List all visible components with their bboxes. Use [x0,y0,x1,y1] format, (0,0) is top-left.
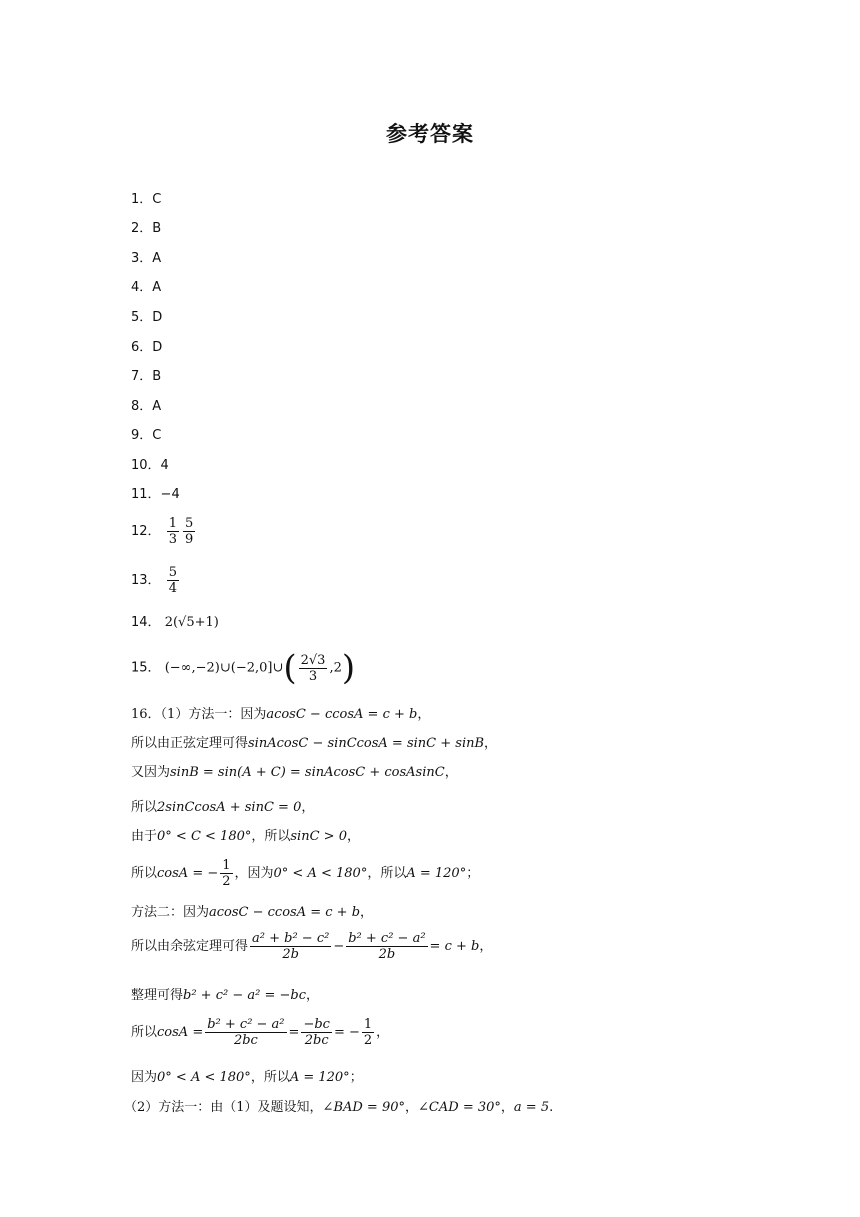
solution-line-1 [131,706,430,724]
solution-line-9 [131,987,319,1005]
solution-text: 所以 [131,800,158,815]
math-expression: ∠CAD = 30° [418,1100,501,1115]
fraction [250,931,331,962]
answer-item-6 [131,340,162,356]
solution-text: 所以由正弦定理可得 [131,736,249,751]
math-operator: = [288,1025,300,1040]
fraction-denominator: 3 [308,668,318,684]
answer-number: 13． [131,573,161,588]
answer-item-10 [131,458,169,474]
fraction-denominator: 2 [222,874,231,889]
answer-value: D [152,310,163,325]
solution-text: 因为 [131,1070,158,1085]
answer-number: 16． [131,707,161,722]
answer-item-3 [131,251,161,267]
math-text: ,2 [329,660,342,676]
math-expression: acosC − ccosA = c + b [209,905,361,920]
solution-text: 整理可得 [131,988,184,1003]
punctuation: ， [376,1025,390,1040]
solution-line-11 [131,1069,363,1087]
answer-item-12 [131,516,197,547]
answer-item-5 [131,310,162,326]
solution-text: （1）方法一：因为 [160,707,267,722]
punctuation: ； [466,866,480,881]
fraction-numerator: b² + c² − a² [348,931,426,946]
fraction-denominator: 2bc [233,1033,258,1048]
math-expression: ∠BAD = 90° [322,1100,406,1115]
solution-text: 所以 [131,866,158,881]
fraction-denominator: 2b [378,947,396,962]
math-expression: cosA = − [157,866,219,881]
fraction [220,858,232,889]
answer-number: 5． [131,310,153,325]
solution-text: ，所以 [251,829,291,844]
fraction-denominator: 2b [282,947,299,962]
fraction [205,1017,286,1048]
solution-text: ，因为 [234,866,274,881]
math-expression: acosC − ccosA = c + b [266,707,418,722]
fraction [167,516,179,547]
fraction [167,565,179,596]
solution-line-12 [124,1099,553,1117]
answer-value: B [152,369,162,384]
answer-number: 15． [131,660,161,676]
punctuation: ， [305,988,319,1003]
punctuation: ， [479,939,493,954]
solution-text: （2）方法一：由（1）及题设知， [124,1100,323,1115]
fraction [346,931,427,962]
fraction-numerator: 1 [222,858,231,873]
answer-number: 9． [131,428,153,443]
solution-text: ，所以 [367,866,407,881]
answer-number: 7． [131,369,153,384]
page-title: 参考答案 [386,122,474,146]
answer-number: 12． [131,524,161,539]
fraction-denominator: 4 [168,581,177,596]
math-text: 2( [164,615,179,630]
answer-value: C [152,192,162,207]
fraction-numerator: 5 [184,516,194,531]
answer-number: 1． [131,192,153,207]
answer-value: C [152,428,162,443]
answer-number: 4． [131,280,153,295]
math-expression: cosA = [157,1025,204,1040]
answer-item-11 [131,487,180,503]
punctuation: ， [444,765,458,780]
answer-number: 14． [131,615,161,630]
answer-value: B [152,221,162,236]
fraction-numerator: 5 [168,565,177,580]
punctuation: ， [500,1100,514,1115]
punctuation: ， [417,707,431,722]
answer-item-4 [131,280,161,296]
fraction-denominator: 3 [168,532,177,547]
math-expression: = c + b [429,939,480,954]
fraction [301,1017,332,1048]
math-operator: − [333,939,345,954]
punctuation: ， [301,800,315,815]
solution-text: ，所以 [250,1070,290,1085]
fraction-denominator: 9 [184,532,194,547]
answer-item-2 [131,221,161,237]
solution-line-5 [131,828,360,846]
solution-line-10 [131,1017,389,1048]
fraction [362,1017,374,1048]
sqrt-expression: √5 [178,615,195,630]
math-expression: sinB = sin(A + C) = sinAcosC + cosAsinC [170,765,445,780]
solution-line-7 [131,904,373,922]
solution-text: 所以由余弦定理可得 [131,939,249,954]
answer-value: −4 [160,487,180,502]
solution-line-2 [131,735,497,753]
fraction [299,653,328,684]
math-expression: A = 120° [289,1070,350,1085]
solution-text: 所以 [131,1025,158,1040]
solution-text: 又因为 [131,765,171,780]
math-expression: a = 5 [513,1100,550,1115]
answer-item-15 [131,648,356,688]
answer-value: A [152,280,162,295]
solution-line-6 [131,858,479,889]
math-expression: b² + c² − a² = −bc [183,988,306,1003]
math-expression: sinAcosC − sinCcosA = sinC + sinB [248,736,485,751]
fraction-numerator: 1 [168,516,177,531]
math-expression [165,615,219,630]
answer-number: 11． [131,487,161,502]
math-expression: 0° < C < 180° [157,829,252,844]
answer-value: A [152,399,162,414]
close-paren: ) [341,648,356,688]
math-expression: (−∞,−2)∪(−2,0]∪ [164,660,284,676]
punctuation: . [549,1100,554,1115]
fraction-denominator: 2bc [304,1033,329,1048]
math-text: +1) [194,615,219,630]
solution-line-3 [131,764,458,782]
math-operator: = − [333,1025,360,1040]
answer-value: 4 [160,458,169,473]
solution-text: 方法二：因为 [131,905,210,920]
answer-number: 8． [131,399,153,414]
answer-item-7 [131,369,161,385]
answer-item-8 [131,399,161,415]
fraction-numerator: 2√3 [300,652,326,668]
fraction-numerator: 1 [363,1017,373,1032]
punctuation: ， [484,736,498,751]
punctuation: ； [349,1070,363,1085]
math-expression: 0° < A < 180° [273,866,368,881]
solution-line-4 [131,799,314,817]
answer-item-14 [131,615,219,631]
answer-number: 10． [131,458,161,473]
punctuation: ， [405,1100,419,1115]
fraction [183,516,195,547]
fraction-numerator: b² + c² − a² [207,1017,285,1032]
answer-value: A [152,251,162,266]
answer-value: D [152,340,163,355]
open-paren: ( [283,648,297,688]
answer-item-13 [131,565,181,596]
fraction-numerator: −bc [303,1017,330,1032]
solution-line-8 [131,931,492,962]
math-expression: 2sinCcosA + sinC = 0 [157,800,302,815]
answer-number: 6． [131,340,153,355]
answer-item-1 [131,192,161,208]
math-expression: sinC > 0 [290,829,347,844]
math-expression: A = 120° [406,866,467,881]
answer-item-9 [131,428,161,444]
answer-number: 2． [131,221,153,236]
punctuation: ， [346,829,360,844]
fraction-denominator: 2 [363,1033,373,1048]
punctuation: ， [360,905,374,920]
solution-text: 由于 [131,829,158,844]
math-expression: 0° < A < 180° [157,1070,251,1085]
fraction-numerator: a² + b² − c² [252,931,330,946]
answer-number: 3． [131,251,153,266]
